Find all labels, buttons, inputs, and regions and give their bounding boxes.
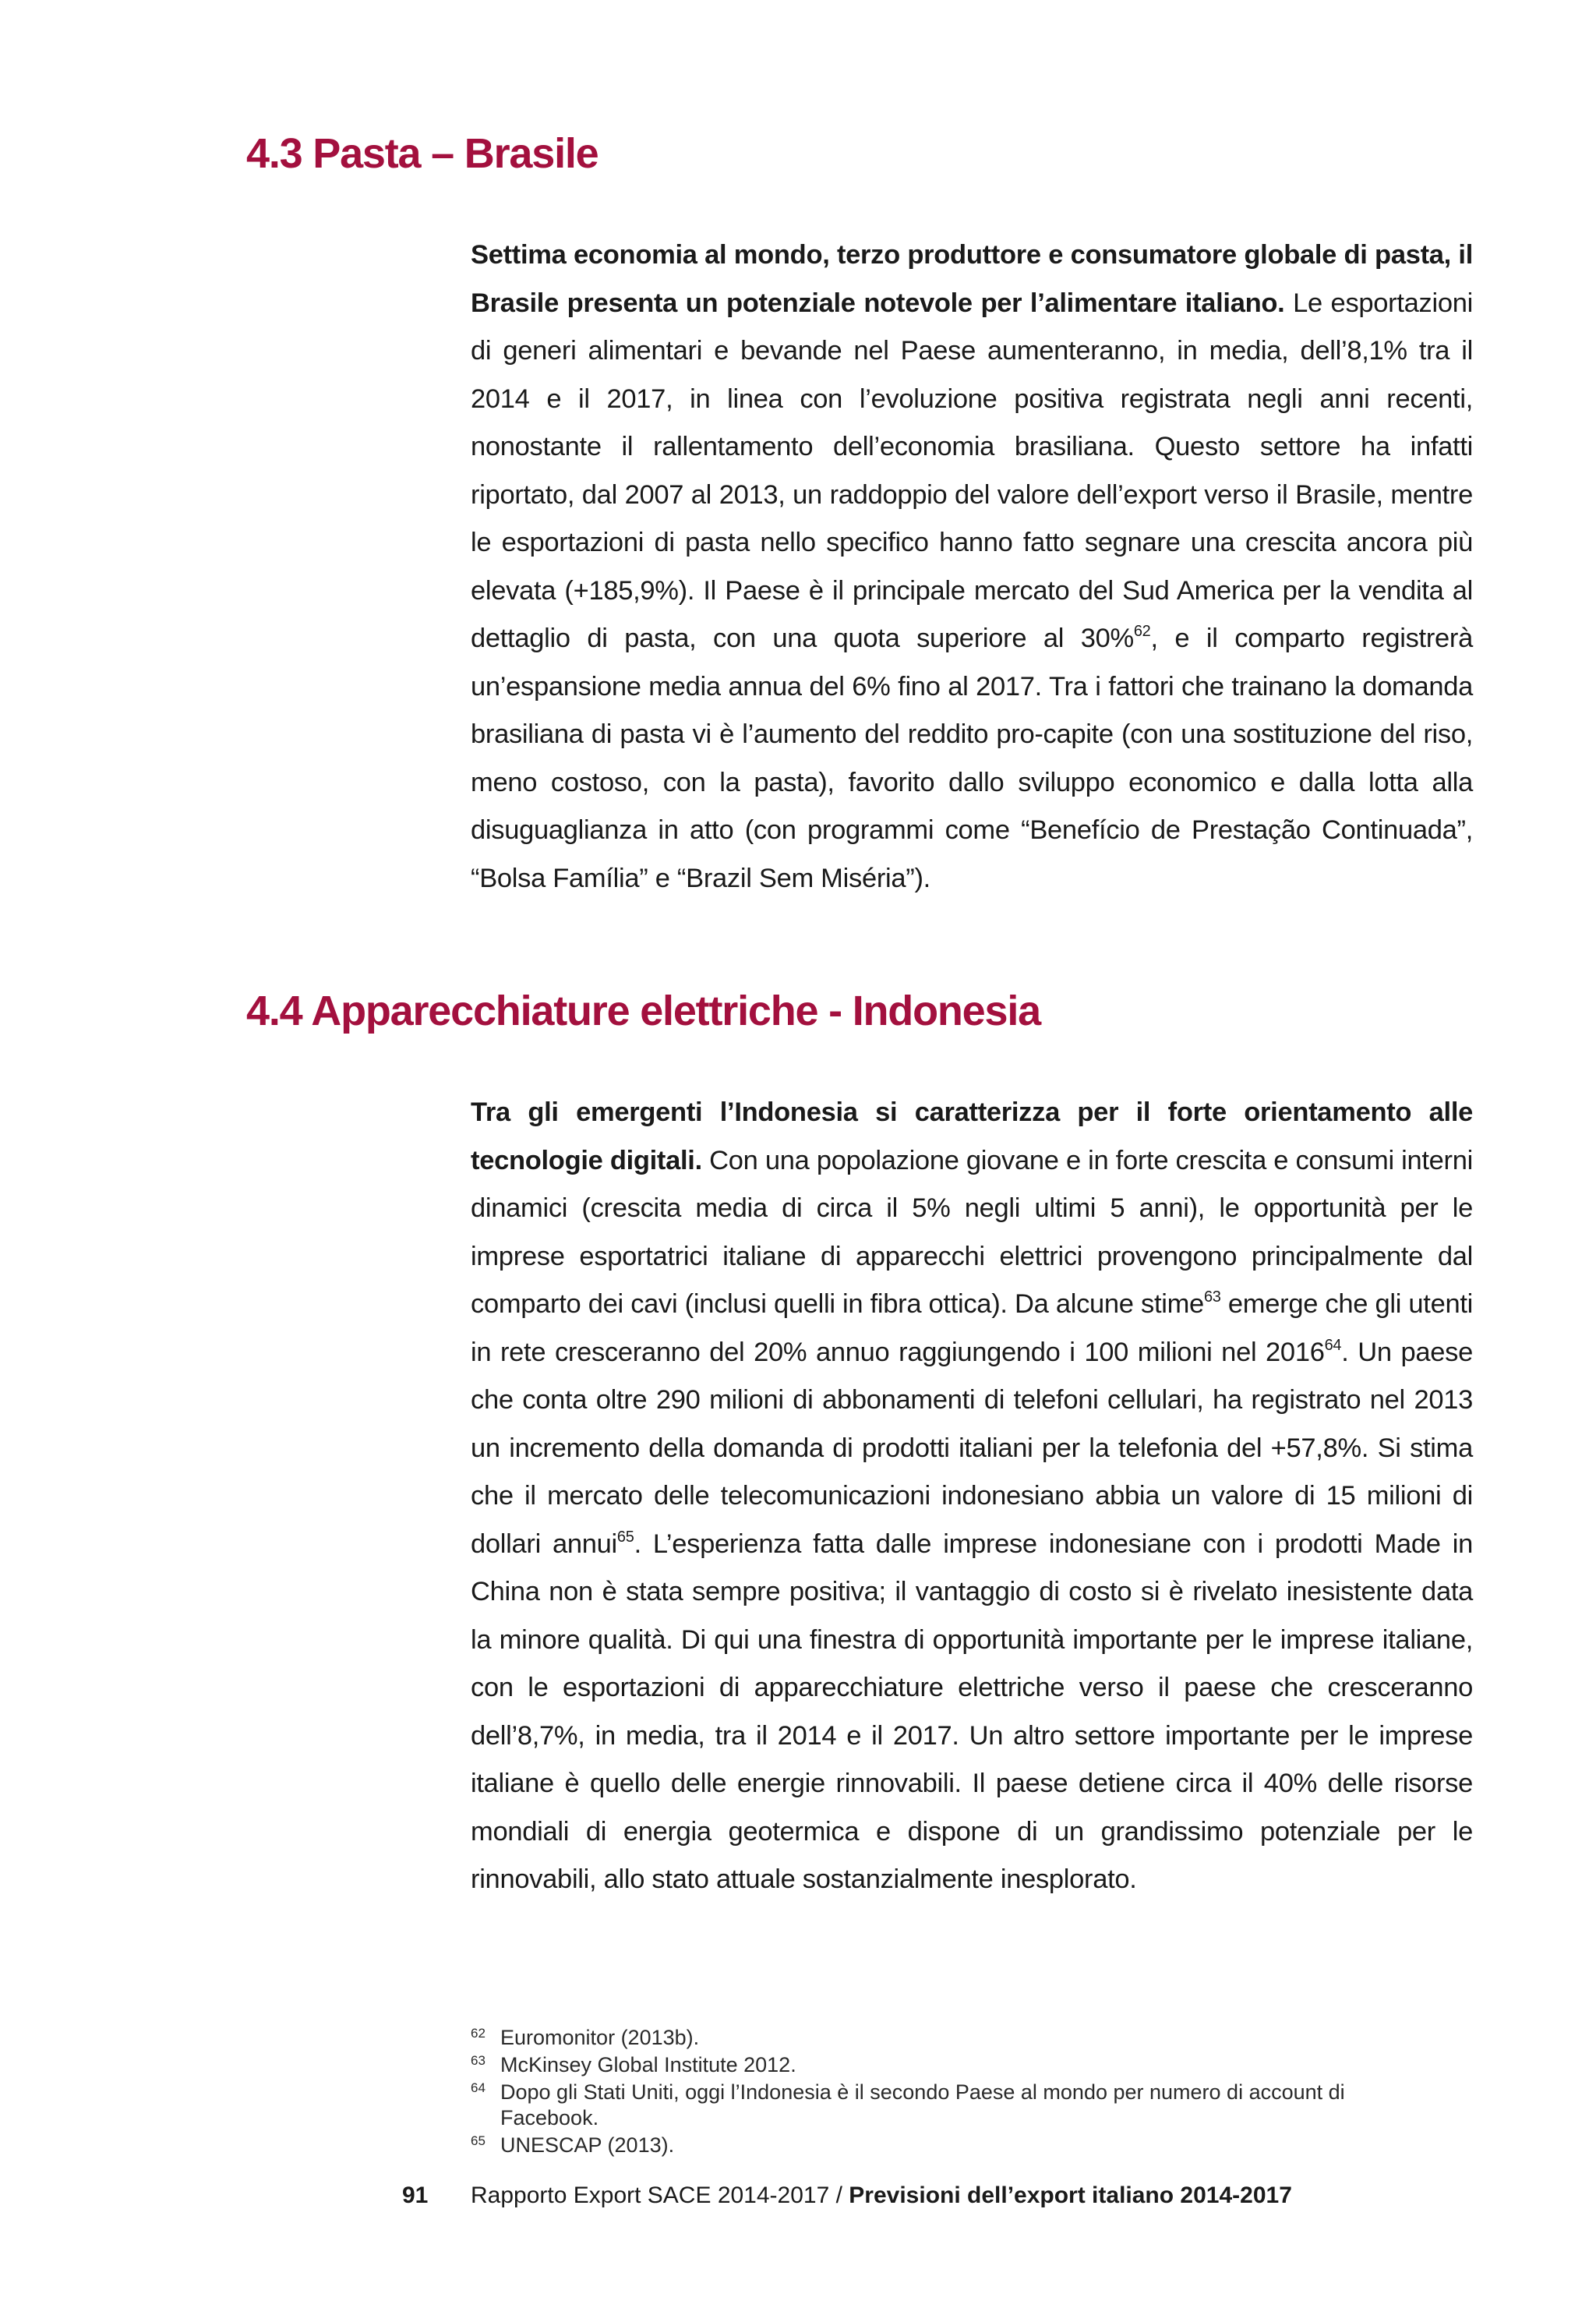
footnote-65 xyxy=(471,2133,1473,2158)
footer-title xyxy=(471,2182,1292,2209)
page-number: 91 xyxy=(402,2182,429,2208)
footnote-63 xyxy=(471,2052,1473,2078)
footnote-62 xyxy=(471,2025,1473,2051)
footnote-ref-65[interactable]: 65 xyxy=(616,1528,634,1546)
paragraph-apparecchiature-indonesia xyxy=(471,1089,1473,1904)
lead-sentence: Settima economia al mondo, terzo produttore e consumatore globale di pasta, il Brasile presenta un potenziale notevole per l’alimentare italiano. xyxy=(471,240,1473,318)
footer-report: Rapporto Export SACE 2014-2017 / xyxy=(471,2182,849,2208)
body-text: , e il comparto registrerà un’espansione media annua del 6% fino al 2017. Tra i fattori che trainano la domanda brasiliana di pasta vi è l’aumento del reddito pro-capite (con una sostituzione del riso, meno costoso, con la pasta), favorito dallo sviluppo economico e dalla lotta alla disuguaglianza in atto (con programmi come “Benefício de Prestação Continuada”, “Bolsa Família” e “Brazil Sem Miséria”). xyxy=(471,624,1473,893)
section-heading-apparecchiature-indonesia: 4.4 Apparecchiature elettriche - Indonesia xyxy=(246,988,1040,1034)
footnotes xyxy=(471,2025,1473,2160)
footnote-64 xyxy=(471,2080,1443,2131)
footnote-ref-62[interactable]: 62 xyxy=(1133,623,1151,640)
footnote-ref-63[interactable]: 63 xyxy=(1203,1288,1221,1306)
body-text: . L’esperienza fatta dalle imprese indonesiane con i prodotti Made in China non è stata sempre positiva; il vantaggio di costo si è rivelato inesistente data la minore qualità. Di qui una finestra di opportunità importante per le imprese italiane, con le esportazioni di apparecchiature elettriche verso il paese che cresceranno dell’8,7%, in media, tra il 2014 e il 2017. Un altro settore importante per le imprese italiane è quello delle energie rinnovabili. Il paese detiene circa il 40% delle risorse mondiali di energia geotermica e dispone di un grandissimo potenziale per le rinnovabili, allo stato attuale sostanzialmente inesplorato. xyxy=(471,1529,1473,1894)
footnote-text: Euromonitor (2013b). xyxy=(500,2026,700,2049)
footer-report-title: Previsioni dell’export italiano 2014-2017 xyxy=(849,2182,1292,2208)
footnote-text: Dopo gli Stati Uniti, oggi l’Indonesia è il secondo Paese al mondo per numero di account di Facebook. xyxy=(500,2080,1345,2129)
footnote-number: 62 xyxy=(471,2026,486,2041)
footnote-text: UNESCAP (2013). xyxy=(500,2133,675,2157)
section-heading-pasta-brasile: 4.3 Pasta – Brasile xyxy=(246,130,598,177)
body-text: Con una popolazione giovane e in forte crescita e consumi interni dinamici (crescita media di circa il 5% negli ultimi 5 anni), le opportunità per le imprese esportatrici italiane di apparecchi elettrici provengono principalmente dal comparto dei cavi (inclusi quelli in fibra ottica). Da alcune stime xyxy=(471,1145,1473,1319)
paragraph-pasta-brasile xyxy=(471,231,1473,903)
footnote-number: 64 xyxy=(471,2080,486,2095)
footnote-text: McKinsey Global Institute 2012. xyxy=(500,2053,796,2076)
footnote-ref-64[interactable]: 64 xyxy=(1324,1336,1342,1354)
footnote-number: 63 xyxy=(471,2053,486,2068)
footnote-number: 65 xyxy=(471,2133,486,2148)
body-text: emerge che gli utenti in rete cresceranno del 20% annuo raggiungendo i 100 milioni nel 2016 xyxy=(471,1289,1473,1367)
lead-sentence: Tra gli emergenti l’Indonesia si caratterizza per il forte orientamento alle tecnologie digitali. xyxy=(471,1097,1473,1175)
body-text: . Un paese che conta oltre 290 milioni di abbonamenti di telefoni cellulari, ha registrato nel 2013 un incremento della domanda di prodotti italiani per la telefonia del +57,8%. Si stima che il mercato delle telecomunicazioni indonesiano abbia un valore di 15 milioni di dollari annui xyxy=(471,1337,1474,1559)
body-text: Le esportazioni di generi alimentari e bevande nel Paese aumenteranno, in media, dell’8,1% tra il 2014 e il 2017, in linea con l’evoluzione positiva registrata negli anni recenti, nonostante il rallentamento dell’economia brasiliana. Questo settore ha infatti riportato, dal 2007 al 2013, un raddoppio del valore dell’export verso il Brasile, mentre le esportazioni di pasta nello specifico hanno fatto segnare una crescita ancora più elevata (+185,9%). Il Paese è il principale mercato del Sud America per la vendita al dettaglio di pasta, con una quota superiore al 30% xyxy=(471,288,1473,653)
